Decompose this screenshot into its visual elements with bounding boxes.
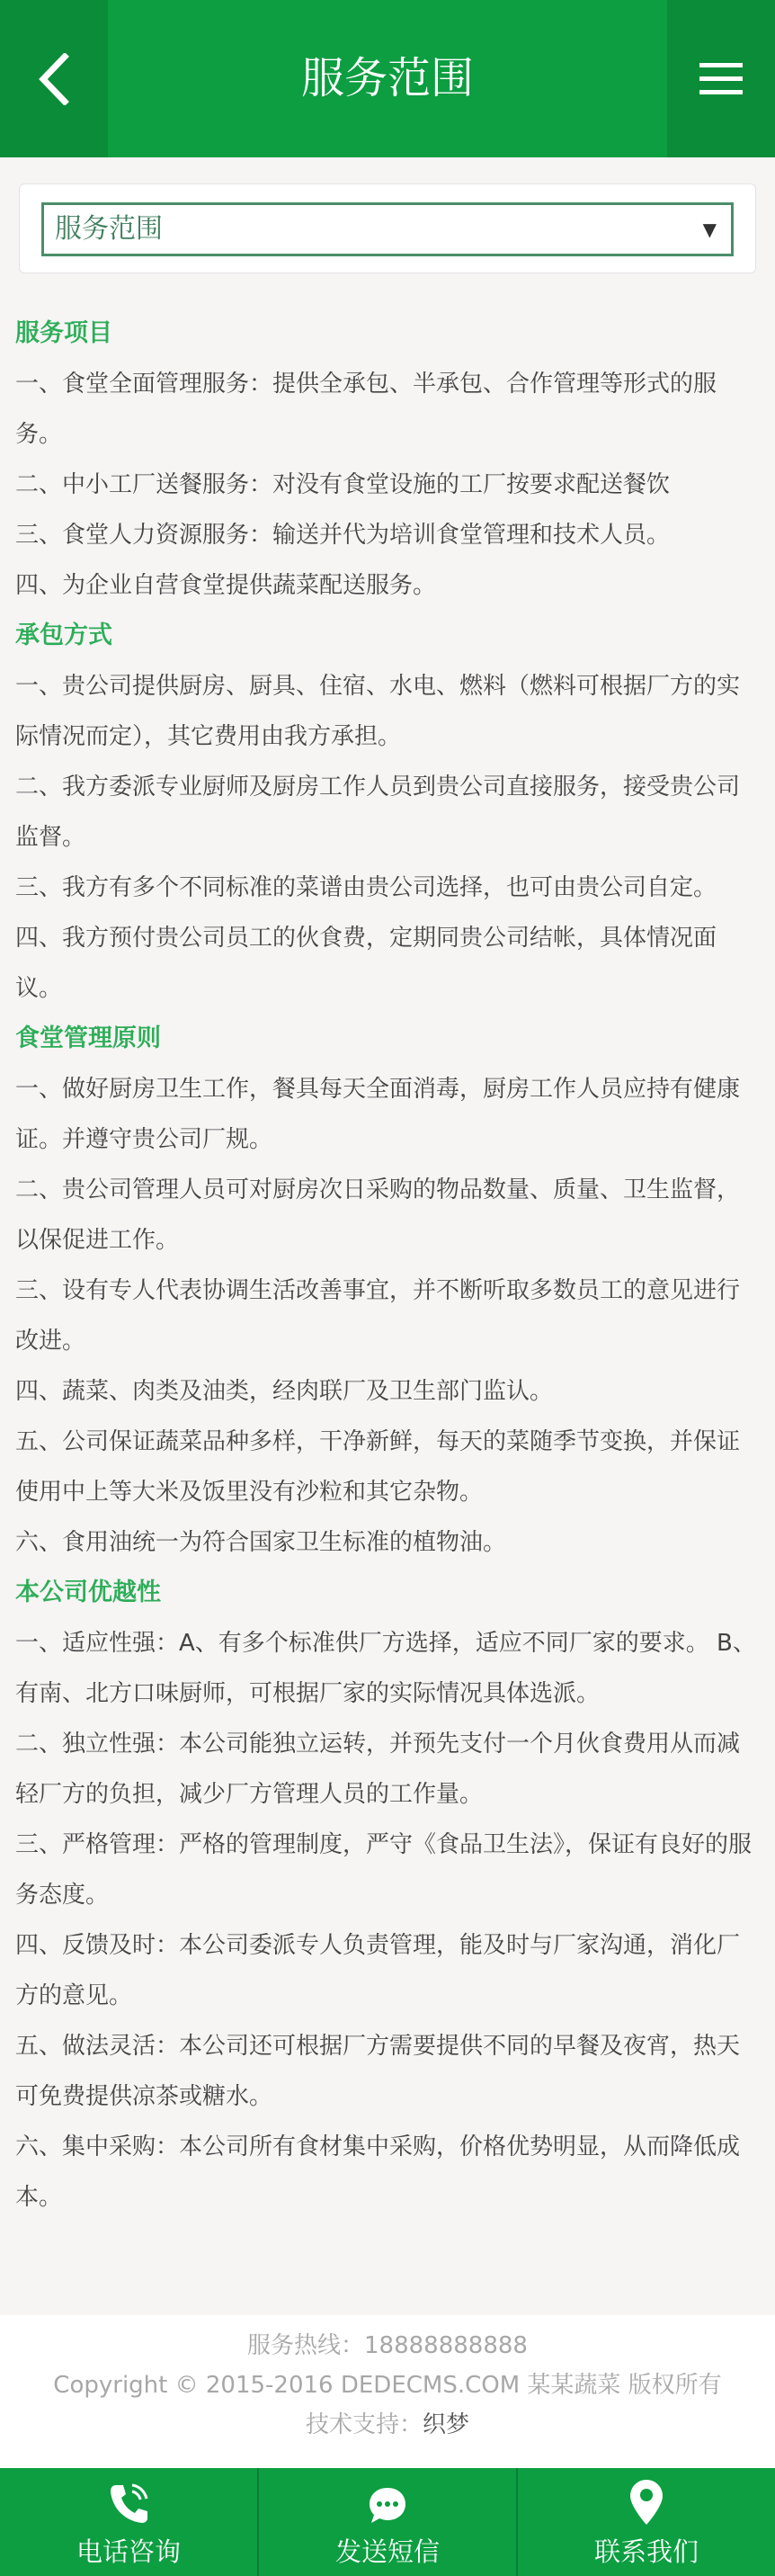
section-paragraph: 四、我方预付贵公司员工的伙食费，定期同贵公司结帐，具体情况面议。 bbox=[15, 925, 717, 1002]
section-title: 服务项目 bbox=[15, 319, 112, 347]
article-content bbox=[15, 309, 760, 2223]
bottom-nav bbox=[0, 2468, 775, 2576]
section-paragraph: 六、集中采购：本公司所有食材集中采购，价格优势明显，从而降低成本。 bbox=[15, 2133, 741, 2211]
footer-hotline: 服务热线：18888888888 bbox=[247, 2332, 528, 2359]
message-bubble-icon bbox=[367, 2485, 408, 2527]
section-title: 承包方式 bbox=[15, 622, 112, 649]
section-paragraph: 一、适应性强：A、有多个标准供厂方选择，适应不同厂家的要求。 B、有南、北方口味厨师，可根据厂家的实际情况具体选派。 bbox=[15, 1630, 756, 1707]
section-paragraph: 四、蔬菜、肉类及油类，经肉联厂及卫生部门监认。 bbox=[15, 1378, 554, 1405]
section-paragraph: 三、食堂人力资源服务：输送并代为培训食堂管理和技术人员。 bbox=[15, 522, 671, 549]
chevron-left-icon bbox=[36, 53, 72, 105]
section-title: 食堂管理原则 bbox=[15, 1024, 161, 1052]
footer bbox=[0, 2315, 775, 2468]
section-paragraph: 四、反馈及时：本公司委派专人负责管理，能及时与厂家沟通，消化厂方的意见。 bbox=[15, 1932, 741, 2009]
section-paragraph: 五、公司保证蔬菜品种多样，干净新鲜，每天的菜随季节变换，并保证使用中上等大米及饭里没有沙粒和其它杂物。 bbox=[15, 1428, 741, 1506]
section-paragraph: 三、设有专人代表协调生活改善事宜，并不断听取多数员工的意见进行改进。 bbox=[15, 1277, 741, 1355]
bottom-nav-contact[interactable] bbox=[516, 2468, 775, 2576]
hamburger-menu-icon bbox=[699, 61, 743, 97]
menu-button[interactable] bbox=[667, 0, 775, 157]
section-paragraph: 一、贵公司提供厨房、厨具、住宿、水电、燃料（燃料可根据厂方的实际情况而定），其它费用由我方承担。 bbox=[15, 673, 741, 750]
bottom-nav-contact-label: 联系我们 bbox=[593, 2536, 699, 2567]
footer-copyright: Copyright © 2015-2016 DEDECMS.COM 某某蔬菜 版权所有 bbox=[53, 2372, 722, 2399]
section-paragraph: 一、做好厨房卫生工作，餐具每天全面消毒，厨房工作人员应持有健康证。并遵守贵公司厂规。 bbox=[15, 1076, 741, 1153]
section-paragraph: 五、做法灵活：本公司还可根据厂方需要提供不同的早餐及夜宵，热天可免费提供凉茶或糖水。 bbox=[15, 2033, 741, 2110]
section-paragraph: 三、我方有多个不同标准的菜谱由贵公司选择，也可由贵公司自定。 bbox=[15, 874, 717, 901]
section-paragraph: 二、独立性强：本公司能独立运转，并预先支付一个月伙食费用从而减轻厂方的负担，减少厂方管理人员的工作量。 bbox=[15, 1731, 741, 1808]
section-paragraph: 一、食堂全面管理服务：提供全承包、半承包、合作管理等形式的服务。 bbox=[15, 371, 717, 448]
section-paragraph: 二、中小工厂送餐服务：对没有食堂设施的工厂按要求配送餐饮 bbox=[15, 471, 671, 498]
section-paragraph: 三、严格管理：严格的管理制度，严守《食品卫生法》，保证有良好的服务态度。 bbox=[15, 1831, 753, 1909]
top-header bbox=[0, 0, 775, 157]
section-paragraph: 二、贵公司管理人员可对厨房次日采购的物品数量、质量、卫生监督，以保促进工作。 bbox=[15, 1176, 741, 1254]
phone-icon bbox=[107, 2482, 150, 2527]
bottom-nav-sms[interactable] bbox=[257, 2468, 516, 2576]
location-pin-icon bbox=[628, 2478, 664, 2527]
footer-support-label: 技术支持： bbox=[305, 2411, 423, 2438]
category-select[interactable] bbox=[41, 202, 734, 256]
footer-support-link[interactable]: 织梦 bbox=[423, 2411, 470, 2438]
section-paragraph: 二、我方委派专业厨师及厨房工作人员到贵公司直接服务，接受贵公司监督。 bbox=[15, 774, 741, 851]
bottom-nav-phone[interactable] bbox=[0, 2468, 257, 2576]
bottom-nav-phone-label: 电话咨询 bbox=[76, 2536, 181, 2567]
section-paragraph: 六、食用油统一为符合国家卫生标准的植物油。 bbox=[15, 1529, 507, 1556]
category-select-value: 服务范围 bbox=[55, 213, 163, 245]
page-title: 服务范围 bbox=[300, 53, 474, 103]
section-paragraph: 四、为企业自营食堂提供蔬菜配送服务。 bbox=[15, 572, 437, 599]
footer-support bbox=[0, 2405, 775, 2445]
dropdown-arrow-icon: ▼ bbox=[702, 219, 717, 240]
back-button[interactable] bbox=[0, 0, 108, 157]
category-select-panel bbox=[19, 183, 756, 273]
bottom-nav-sms-label: 发送短信 bbox=[334, 2536, 440, 2567]
section-title: 本公司优越性 bbox=[15, 1579, 161, 1606]
